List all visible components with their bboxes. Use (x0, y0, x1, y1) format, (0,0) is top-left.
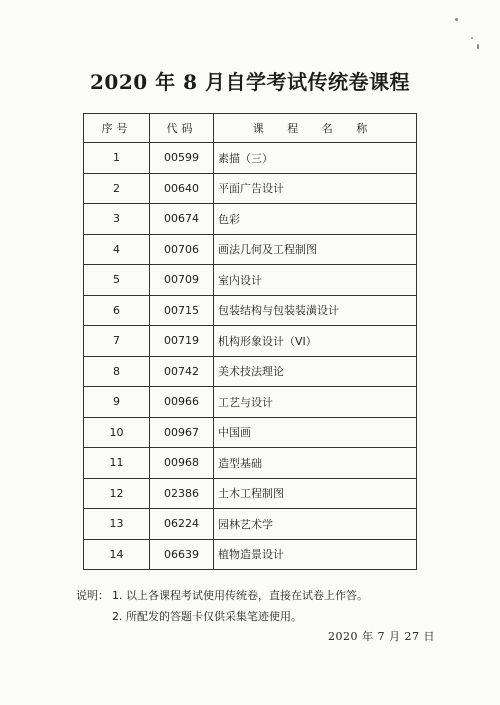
row-number: 3 (84, 204, 150, 235)
table-row (84, 204, 417, 235)
course-name: 植物造景设计 (214, 539, 417, 570)
course-code: 06224 (150, 509, 214, 540)
note-item: 2. 所配发的答题卡仅供采集笔迹使用。 (112, 610, 302, 623)
table-row (84, 356, 417, 387)
row-number: 7 (84, 326, 150, 357)
course-name: 美术技法理论 (214, 356, 417, 387)
row-number: 6 (84, 295, 150, 326)
table-row (84, 265, 417, 296)
course-code: 00719 (150, 326, 214, 357)
notes (76, 585, 368, 627)
header-code: 代码 (150, 114, 214, 143)
header-course-name: 课 程 名 称 (214, 114, 417, 143)
table-row (84, 234, 417, 265)
row-number: 12 (84, 478, 150, 509)
course-name: 造型基础 (214, 448, 417, 479)
course-code: 00599 (150, 143, 214, 174)
course-name: 包装结构与包装装潢设计 (214, 295, 417, 326)
scan-speck (455, 18, 458, 21)
course-code: 00966 (150, 387, 214, 418)
table-row (84, 173, 417, 204)
course-name: 园林艺术学 (214, 509, 417, 540)
course-code: 00709 (150, 265, 214, 296)
course-name: 色彩 (214, 204, 417, 235)
row-number: 5 (84, 265, 150, 296)
course-table (83, 113, 417, 570)
course-code: 00674 (150, 204, 214, 235)
course-name: 平面广告设计 (214, 173, 417, 204)
row-number: 2 (84, 173, 150, 204)
course-code: 02386 (150, 478, 214, 509)
table-row (84, 509, 417, 540)
table-row (84, 143, 417, 174)
table-row (84, 478, 417, 509)
course-code: 00715 (150, 295, 214, 326)
course-code: 00706 (150, 234, 214, 265)
table-row (84, 387, 417, 418)
scan-speck (471, 37, 473, 39)
table-row (84, 417, 417, 448)
header-number: 序号 (84, 114, 150, 143)
scan-speck (477, 44, 479, 49)
row-number: 9 (84, 387, 150, 418)
table-header-row (84, 114, 417, 143)
issue-date: 2020 年 7 月 27 日 (328, 630, 435, 643)
row-number: 8 (84, 356, 150, 387)
row-number: 11 (84, 448, 150, 479)
row-number: 14 (84, 539, 150, 570)
course-name: 中国画 (214, 417, 417, 448)
course-name: 画法几何及工程制图 (214, 234, 417, 265)
course-name: 机构形象设计（VI） (214, 326, 417, 357)
table-row (84, 448, 417, 479)
course-code: 00640 (150, 173, 214, 204)
table-body (84, 143, 417, 570)
row-number: 10 (84, 417, 150, 448)
note-item: 1. 以上各课程考试使用传统卷，直接在试卷上作答。 (112, 589, 368, 602)
course-name: 工艺与设计 (214, 387, 417, 418)
table-row (84, 326, 417, 357)
table-row (84, 539, 417, 570)
row-number: 4 (84, 234, 150, 265)
course-code: 00968 (150, 448, 214, 479)
course-code: 00742 (150, 356, 214, 387)
course-code: 00967 (150, 417, 214, 448)
course-name: 素描（三） (214, 143, 417, 174)
course-name: 室内设计 (214, 265, 417, 296)
table-row (84, 295, 417, 326)
page-title: 2020 年 8 月自学考试传统卷课程 (90, 70, 410, 94)
course-code: 06639 (150, 539, 214, 570)
row-number: 1 (84, 143, 150, 174)
course-name: 土木工程制图 (214, 478, 417, 509)
row-number: 13 (84, 509, 150, 540)
notes-label: 说明： (76, 589, 109, 602)
